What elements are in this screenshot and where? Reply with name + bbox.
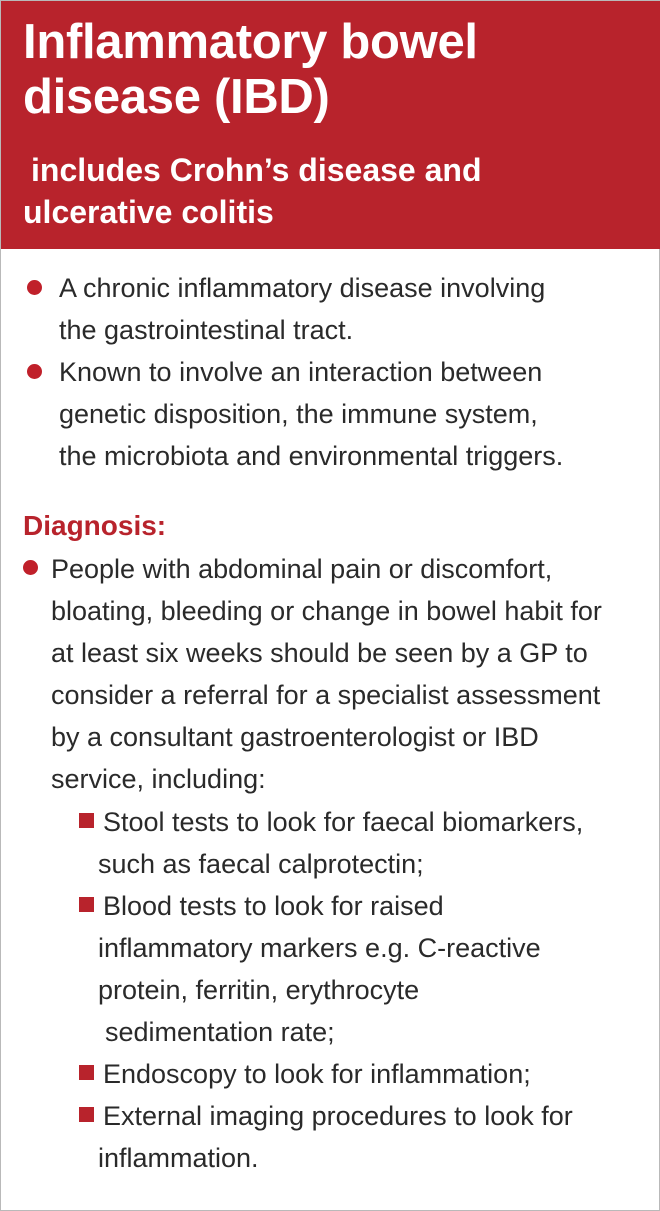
subtitle-line-1: includes Crohn’s disease and [31, 152, 482, 188]
intro-item-2-line-1: Known to involve an interaction between [59, 357, 543, 387]
diagnosis-line-4: consider a referral for a specialist assessment [51, 680, 601, 710]
intro-item-1-line-2: the gastrointestinal tract. [59, 315, 354, 345]
square-bullet-icon [79, 1065, 94, 1080]
intro-item-1-line-1: A chronic inflammatory disease involving [59, 273, 546, 303]
square-bullet-icon [79, 1107, 94, 1122]
bullet-dot-icon [27, 280, 42, 295]
sub-item-1-line-1: Stool tests to look for faecal biomarkers, [103, 807, 584, 837]
diagnosis-line-1: People with abdominal pain or discomfort, [51, 554, 553, 584]
title-line-2: disease (IBD) [23, 70, 330, 124]
header-banner [1, 1, 660, 249]
sub-item-4-line-2: inflammation. [98, 1143, 259, 1173]
sub-item-2-line-2: inflammatory markers e.g. C-reactive [98, 933, 541, 963]
square-bullet-icon [79, 813, 94, 828]
sub-item-3-line-1: Endoscopy to look for inflammation; [103, 1059, 531, 1089]
sub-item-4-line-1: External imaging procedures to look for [103, 1101, 573, 1131]
diagnosis-heading: Diagnosis: [23, 510, 167, 541]
intro-item-2-line-2: genetic disposition, the immune system, [59, 399, 538, 429]
page-title [23, 15, 643, 125]
diagnosis-line-3: at least six weeks should be seen by a GP to [51, 638, 588, 668]
sub-item-2-line-1: Blood tests to look for raised [103, 891, 444, 921]
sub-item-1-line-2: such as faecal calprotectin; [98, 849, 424, 879]
subtitle [23, 149, 623, 233]
sub-item-2-line-3: protein, ferritin, erythrocyte [98, 975, 420, 1005]
diagnosis-line-2: bloating, bleeding or change in bowel habit for [51, 596, 602, 626]
sub-item-2-line-4: sedimentation rate; [105, 1017, 335, 1047]
title-line-1: Inflammatory bowel [23, 15, 478, 69]
intro-item-2-line-3: the microbiota and environmental triggers. [59, 441, 564, 471]
diagnosis-line-5: by a consultant gastroenterologist or IBD [51, 722, 539, 752]
diagnosis-line-6: service, including: [51, 764, 266, 794]
square-bullet-icon [79, 897, 94, 912]
bullet-dot-icon [27, 364, 42, 379]
bullet-dot-icon [23, 560, 38, 575]
subtitle-line-2: ulcerative colitis [23, 194, 274, 230]
